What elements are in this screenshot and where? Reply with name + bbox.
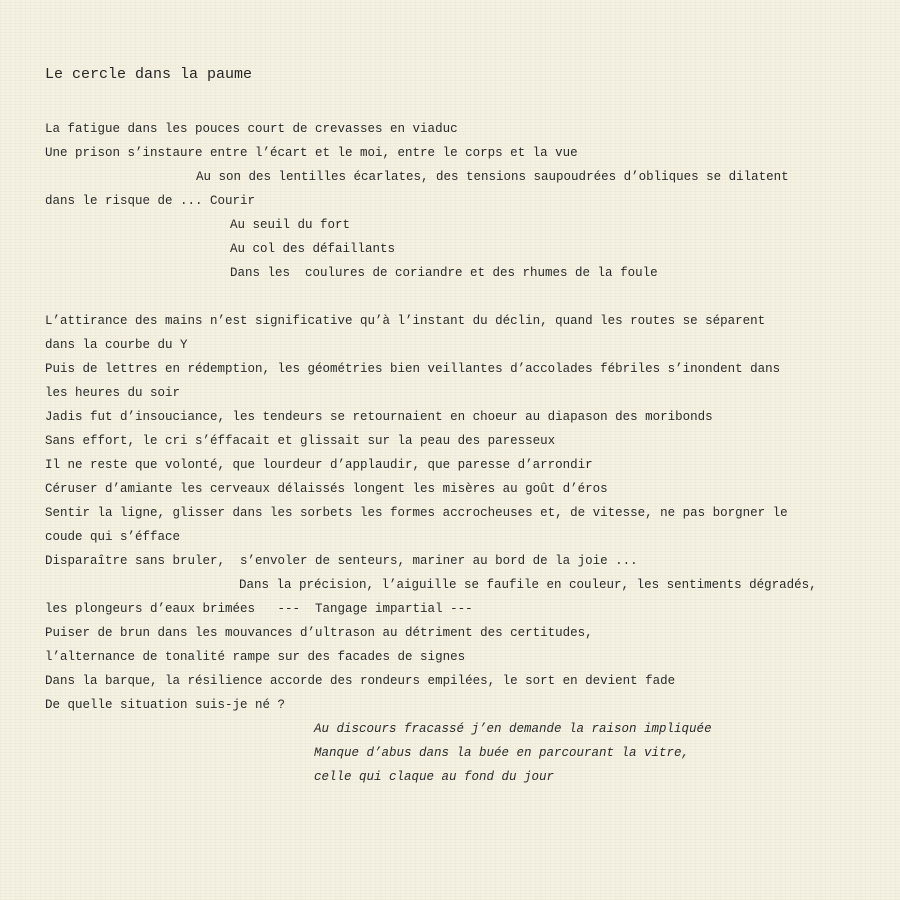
- poem-line: Jadis fut d’insouciance, les tendeurs se retournaient en choeur au diapason des moribonds: [45, 410, 713, 424]
- poem-body: [45, 117, 890, 789]
- poem-line: La fatigue dans les pouces court de crevasses en viaduc: [45, 122, 458, 136]
- poem-line: Au seuil du fort: [230, 218, 351, 232]
- poem-line: Au col des défaillants: [230, 242, 396, 256]
- poem-line: Sentir la ligne, glisser dans les sorbets les formes accrocheuses et, de vitesse, ne pas borgner le: [45, 506, 788, 520]
- poem-line: Disparaître sans bruler, s’envoler de senteurs, mariner au bord de la joie ...: [45, 554, 638, 568]
- poem-line: Puiser de brun dans les mouvances d’ultrason au détriment des certitudes,: [45, 626, 593, 640]
- poem-line: celle qui claque au fond du jour: [314, 770, 555, 784]
- poem-line: Dans la barque, la résilience accorde des rondeurs empilées, le sort en devient fade: [45, 674, 676, 688]
- poem-line: Dans la précision, l’aiguille se faufile en couleur, les sentiments dégradés,: [239, 578, 817, 592]
- poem-line: Au discours fracassé j’en demande la raison impliquée: [314, 722, 712, 736]
- poem-line: les heures du soir: [45, 386, 181, 400]
- poem-line: Il ne reste que volonté, que lourdeur d’applaudir, que paresse d’arrondir: [45, 458, 593, 472]
- poem-line: l’alternance de tonalité rampe sur des facades de signes: [45, 650, 466, 664]
- poem-line: Céruser d’amiante les cerveaux délaissés longent les misères au goût d’éros: [45, 482, 608, 496]
- poem-line: dans le risque de ... Courir: [45, 194, 256, 208]
- stanza-break: [45, 285, 890, 309]
- poem-line: Puis de lettres en rédemption, les géométries bien veillantes d’accolades fébriles s’inondent dans: [45, 362, 781, 376]
- poem-line: De quelle situation suis-je né ?: [45, 698, 286, 712]
- poem-line: Dans les coulures de coriandre et des rhumes de la foule: [230, 266, 658, 280]
- poem-line: coude qui s’éfface: [45, 530, 181, 544]
- poem-line: dans la courbe du Y: [45, 338, 188, 352]
- poem-line: Une prison s’instaure entre l’écart et le moi, entre le corps et la vue: [45, 146, 578, 160]
- poem-line: L’attirance des mains n’est significative qu’à l’instant du déclin, quand les routes se séparent: [45, 314, 766, 328]
- poem-title: Le cercle dans la paume: [45, 66, 253, 83]
- poem-line: les plongeurs d’eaux brimées --- Tangage impartial ---: [45, 602, 473, 616]
- poem-line: Au son des lentilles écarlates, des tensions saupoudrées d’obliques se dilatent: [196, 170, 789, 184]
- poem-line: Sans effort, le cri s’éffacait et glissait sur la peau des paresseux: [45, 434, 556, 448]
- poem-line: Manque d’abus dans la buée en parcourant la vitre,: [314, 746, 690, 760]
